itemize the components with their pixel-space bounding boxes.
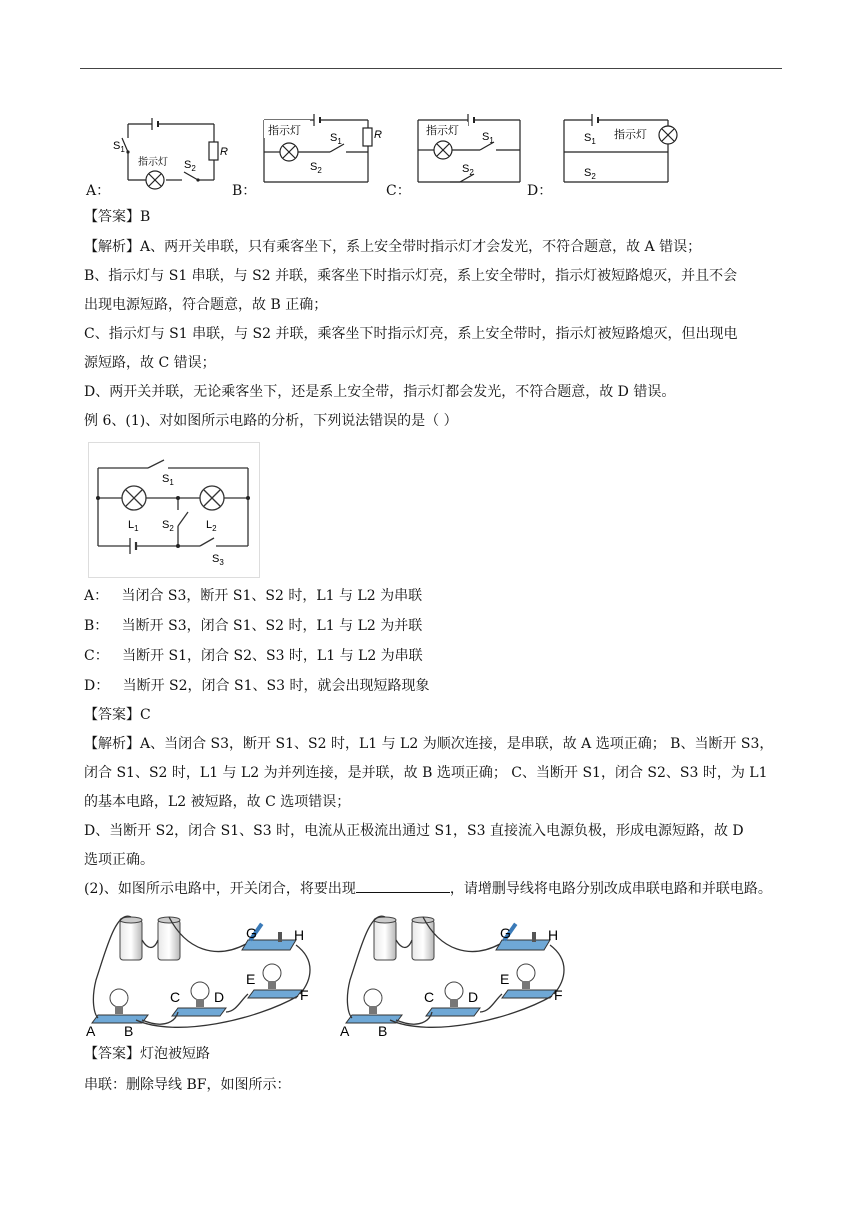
q6-title: 例 6、(1)、对如图所示电路的分析，下列说法错误的是（ ） <box>84 413 458 429</box>
label-e: E <box>246 971 256 987</box>
physical-circuit-right <box>340 910 570 1040</box>
circuit-option-b <box>256 106 386 191</box>
s1-label: $S_1$ <box>330 132 342 146</box>
answer-blank <box>356 880 450 893</box>
s2-label: $S_2$ <box>310 161 322 175</box>
circuit-q6 <box>88 442 260 578</box>
lamp-text: 指示灯 <box>268 125 301 137</box>
q6-series-text: 串联：删除导线 BF，如图所示： <box>84 1077 291 1093</box>
option-d-label: D： <box>527 183 553 199</box>
label-d: D <box>468 989 479 1005</box>
lamp-text: 指示灯 <box>138 157 168 168</box>
label-a: A <box>340 1023 350 1039</box>
q5-analysis-line-4: C、指示灯与 S1 串联，与 S2 并联，乘客坐下时指示灯亮，系上安全带时，指示灯被短路熄灭，但出现电 <box>84 326 738 342</box>
q5-analysis-line-1: 【解析】A、两开关串联，只有乘客坐下，系上安全带时指示灯才会发光，不符合题意，故 A 错误； <box>84 239 702 255</box>
q6-answer: 【答案】C <box>84 707 151 723</box>
q6-analysis-line-5: 选项正确。 <box>84 852 154 868</box>
label-c: C <box>170 989 181 1005</box>
s1-label: $S_1$ <box>584 132 596 146</box>
q6-analysis-line-4: D、当断开 S2，闭合 S1、S3 时，电流从正极流出通过 S1，S3 直接流入电源负极，形成电源短路，故 D <box>84 823 744 839</box>
q6-analysis-line-3: 的基本电路，L2 被短路，故 C 选项错误； <box>84 794 351 810</box>
label-f: F <box>554 987 563 1003</box>
q6-s1-label: $S_1$ <box>162 473 174 487</box>
q5-analysis-line-2: B、指示灯与 S1 串联，与 S2 并联，乘客坐下时指示灯亮，系上安全带时，指示灯被短路熄灭，并且不会 <box>84 268 738 284</box>
option-a-label: A： <box>86 183 111 199</box>
header-rule <box>80 68 782 69</box>
s2-label: $S_2$ <box>584 167 596 181</box>
q6-l1-label: $L_1$ <box>128 519 139 533</box>
r-label: R <box>220 146 228 158</box>
q5-analysis-line-6: D、两开关并联，无论乘客坐下，还是系上安全带，指示灯都会发光，不符合题意，故 D 错误。 <box>84 384 676 400</box>
q6-s2-label: $S_2$ <box>162 519 174 533</box>
q6-option-c: C： 当断开 S1，闭合 S2、S3 时，L1 与 L2 为串联 <box>84 648 423 664</box>
label-b: B <box>378 1023 388 1039</box>
q6-option-a: A： 当闭合 S3，断开 S1、S2 时，L1 与 L2 为串联 <box>84 588 423 604</box>
label-g: G <box>500 925 511 941</box>
option-b-label: B： <box>232 183 257 199</box>
q5-analysis-line-5: 源短路，故 C 错误； <box>84 355 216 371</box>
q6-analysis-line-2: 闭合 S1、S2 时，L1 与 L2 为并列连接，是并联，故 B 选项正确； C、当断开 S1，闭合 S2、S3 时，为 L1 <box>84 765 768 781</box>
r-label: R <box>374 129 382 141</box>
label-d: D <box>214 989 225 1005</box>
label-c: C <box>424 989 435 1005</box>
q5-answer: 【答案】B <box>84 209 151 225</box>
label-g: G <box>246 925 257 941</box>
label-b: B <box>124 1023 134 1039</box>
option-c-label: C： <box>386 183 411 199</box>
q6-s3-label: $S_3$ <box>212 553 224 567</box>
circuit-option-c <box>410 104 530 189</box>
label-f: F <box>300 987 309 1003</box>
s1-label: $S_1$ <box>113 140 125 154</box>
q6-analysis-line-1: 【解析】A、当闭合 S3，断开 S1、S2 时，L1 与 L2 为顺次连接，是串联，故 A 选项正确； B、当断开 S3， <box>84 736 774 752</box>
label-h: H <box>548 927 559 943</box>
q5-analysis-line-3: 出现电源短路，符合题意，故 B 正确； <box>84 297 328 313</box>
label-h: H <box>294 927 305 943</box>
q6-option-b: B： 当断开 S3，闭合 S1、S2 时，L1 与 L2 为并联 <box>84 618 423 634</box>
s2-label: $S_2$ <box>184 159 196 173</box>
q6-option-d: D： 当断开 S2，闭合 S1、S3 时，就会出现短路现象 <box>84 678 430 694</box>
lamp-text: 指示灯 <box>614 129 647 141</box>
s2-label: $S_2$ <box>462 163 474 177</box>
circuit-option-a <box>108 110 228 195</box>
q6-answer-2: 【答案】灯泡被短路 <box>84 1046 210 1062</box>
label-e: E <box>500 971 510 987</box>
lamp-text: 指示灯 <box>426 125 459 137</box>
s1-label: $S_1$ <box>482 131 494 145</box>
q6-l2-label: $L_2$ <box>206 519 217 533</box>
q6-part2-question: (2)、如图所示电路中，开关闭合，将要出现 ，请增删导线将电路分别改成串联电路和并联电路。 <box>84 881 772 897</box>
physical-circuit-left <box>86 910 316 1040</box>
circuit-option-d <box>556 106 680 191</box>
label-a: A <box>86 1023 96 1039</box>
